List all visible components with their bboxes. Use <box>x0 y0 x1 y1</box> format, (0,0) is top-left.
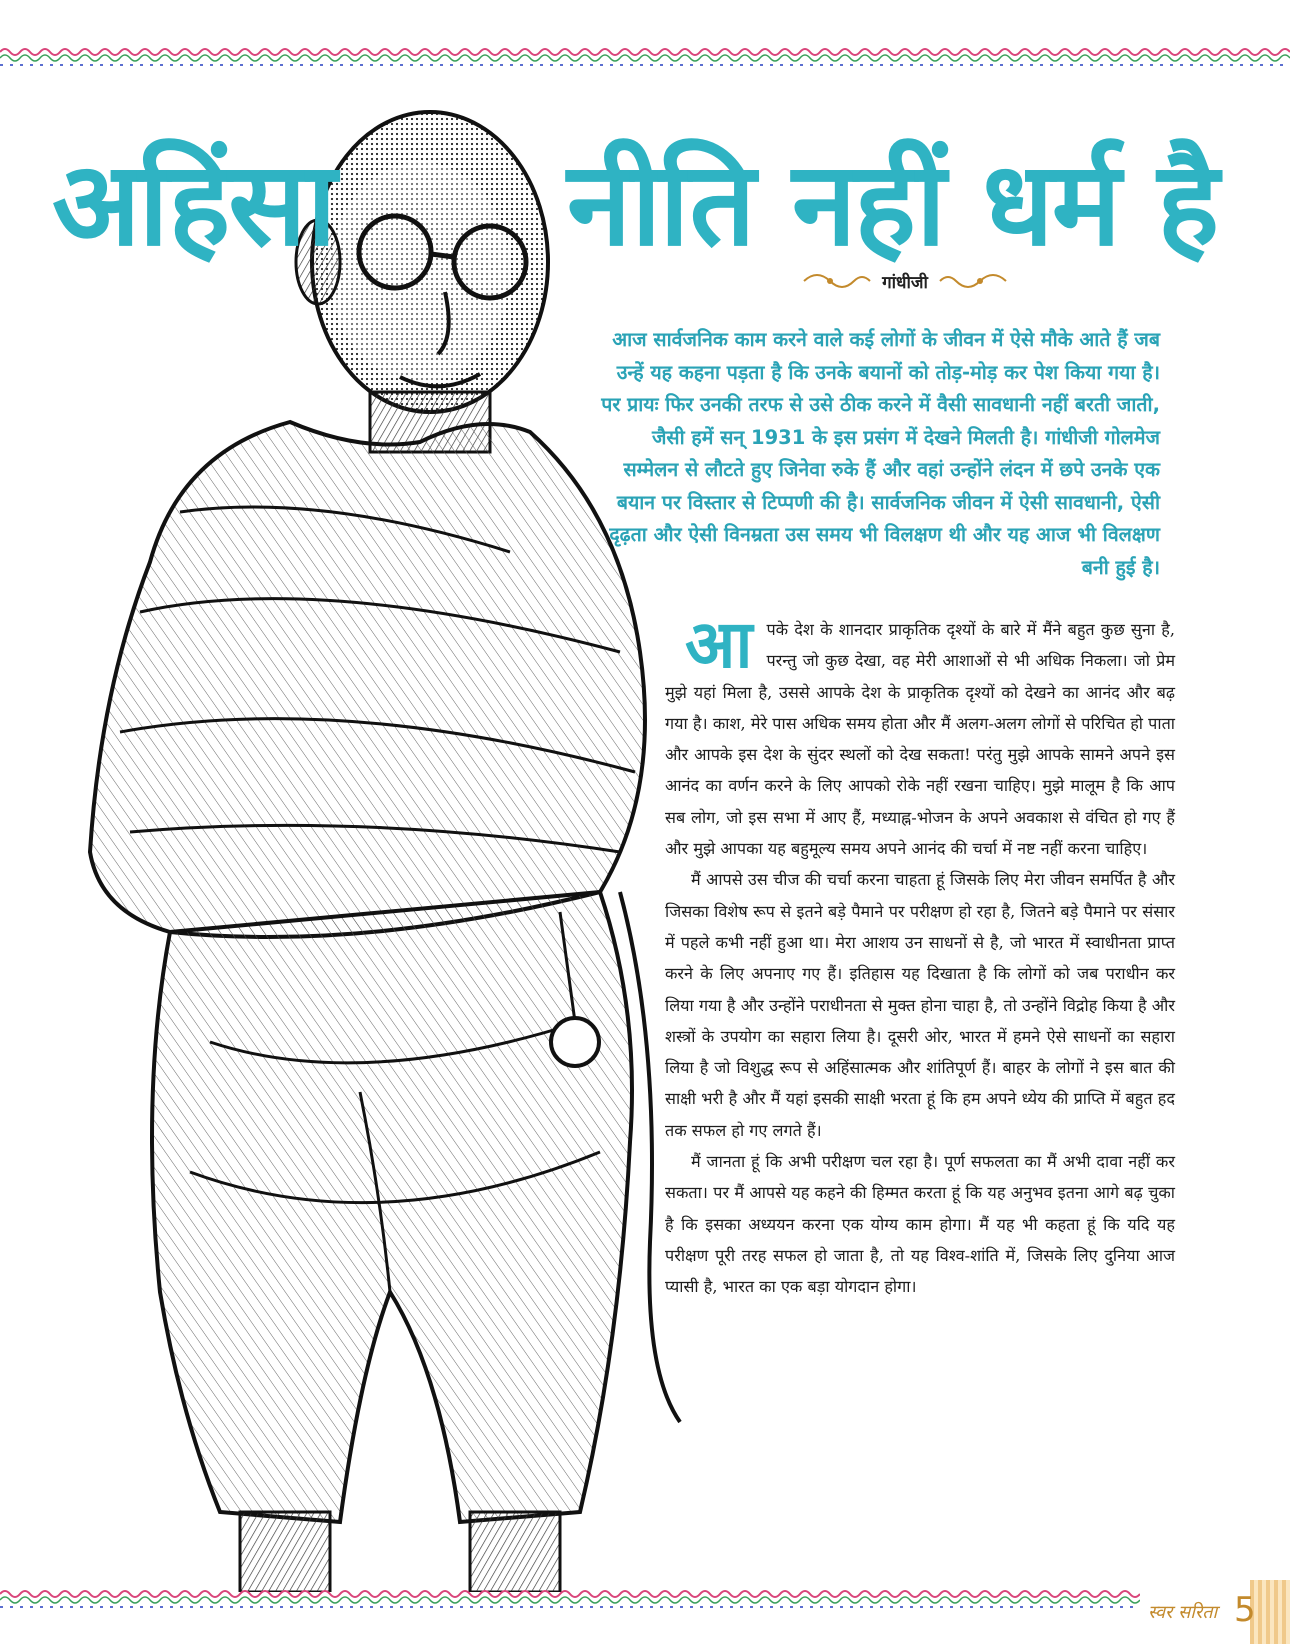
author-name: गांधीजी <box>882 272 928 293</box>
drop-cap: आ <box>685 606 753 683</box>
right-ornament-icon <box>938 269 1008 293</box>
intro-paragraph: आज सार्वजनिक काम करने वाले कई लोगों के जीवन में ऐसे मौके आते हैं जब उन्हें यह कहना पड़ता है कि उनके बयानों को तोड़-मोड़ कर पेश किया गया है। पर प्रायः फिर उनकी तरफ से उसे ठीक करने में वैसी सावधानी नहीं बरती जाती, जैसी हमें सन् 1931 के इस प्रसंग में देखने मिलती है। गांधीजी गोलमेज सम्मेलन से लौटते हुए जिनेवा रुके हैं और वहां उन्होंने लंदन में छपे उनके एक बयान पर विस्तार से टिप्पणी की है। सार्वजनिक जीवन में ऐसी सावधानी, ऐसी दृढ़ता और ऐसी विनम्रता उस समय भी विलक्षण थी और यह आज भी विलक्षण बनी हुई है। <box>601 328 1160 579</box>
footer-color-band <box>1250 1580 1290 1644</box>
left-ornament-icon <box>802 269 872 293</box>
body-paragraph-1 <box>665 606 1175 864</box>
page-footer <box>1140 1580 1290 1644</box>
paragraph-1-text: पके देश के शानदार प्राकृतिक दृश्यों के बारे में मैंने बहुत कुछ सुना है, परन्तु जो कुछ देखा, वह मेरी आशाओं से भी अधिक निकला। जो प्रेम मुझे यहां मिला है, उससे आपके देश के प्राकृतिक दृश्यों को देखने का आनंद और बढ़ गया है। काश, मेरे पास अधिक समय होता और मैं अलग-अलग लोगों से परिचित हो पाता और आपके इस देश के सुंदर स्थलों को देख सकता! परंतु मुझे आपके सामने अपने इस आनंद का वर्णन करने के लिए आपको रोके नहीं रखना चाहिए। मुझे मालूम है कि आप सब लोग, जो इस सभा में आए हैं, मध्याह्न-भोजन के अपने अवकाश से वंचित हो गए हैं और मुझे आपका यह बहुमूल्य समय अपने आनंद की चर्चा में नष्ट नहीं करना चाहिए। <box>665 620 1175 859</box>
page-number: 5 <box>1234 1590 1256 1630</box>
bottom-decorative-border <box>0 1586 1140 1612</box>
title-word-ahimsa: अहिंसा <box>52 137 335 272</box>
author-byline <box>780 265 1030 297</box>
magazine-name: स्वर सरिता <box>1148 1602 1218 1623</box>
article-body <box>665 606 1175 1303</box>
top-decorative-border <box>0 44 1290 70</box>
title-phrase: नीति नहीं धर्म है <box>567 137 1218 272</box>
body-paragraph-2: मैं आपसे उस चीज की चर्चा करना चाहता हूं जिसके लिए मेरा जीवन समर्पित है और जिसका विशेष रूप से इतने बड़े पैमाने पर परीक्षण हो रहा है, जितने बड़े पैमाने पर संसार में पहले कभी नहीं हुआ था। मेरा आशय उन साधनों से है, जो भारत में स्वाधीनता प्राप्त करने के लिए अपनाए गए हैं। इतिहास यह दिखाता है कि लोगों को जब पराधीन कर लिया गया है और उन्होंने पराधीनता से मुक्त होना चाहा है, तो उन्होंने विद्रोह किया है और शस्त्रों के उपयोग का सहारा लिया है। दूसरी ओर, भारत में हमने ऐसे साधनों का सहारा लिया है जो विशुद्ध रूप से अहिंसात्मक और शांतिपूर्ण हैं। बाहर के लोगों ने इस बात की साक्षी भरी है और मैं यहां इसकी साक्षी भरता हूं कि हम अपने ध्येय की प्राप्ति में बहुत हद तक सफल हो गए लगते हैं। <box>665 870 1175 1140</box>
body-paragraph-3: मैं जानता हूं कि अभी परीक्षण चल रहा है। पूर्ण सफलता का मैं अभी दावा नहीं कर सकता। पर मैं आपसे यह कहने की हिम्मत करता हूं कि यह अनुभव इतना आगे बढ़ चुका है कि इसका अध्ययन करना एक योग्य काम होगा। मैं यह भी कहता हूं कि यदि यह परीक्षण पूरी तरह सफल हो जाता है, तो यह विश्व-शांति में, जिसके लिए दुनिया आज प्यासी है, भारत का एक बड़ा योगदान होगा। <box>665 1152 1175 1297</box>
article-title <box>52 120 1232 272</box>
gandhi-illustration <box>60 92 720 1592</box>
